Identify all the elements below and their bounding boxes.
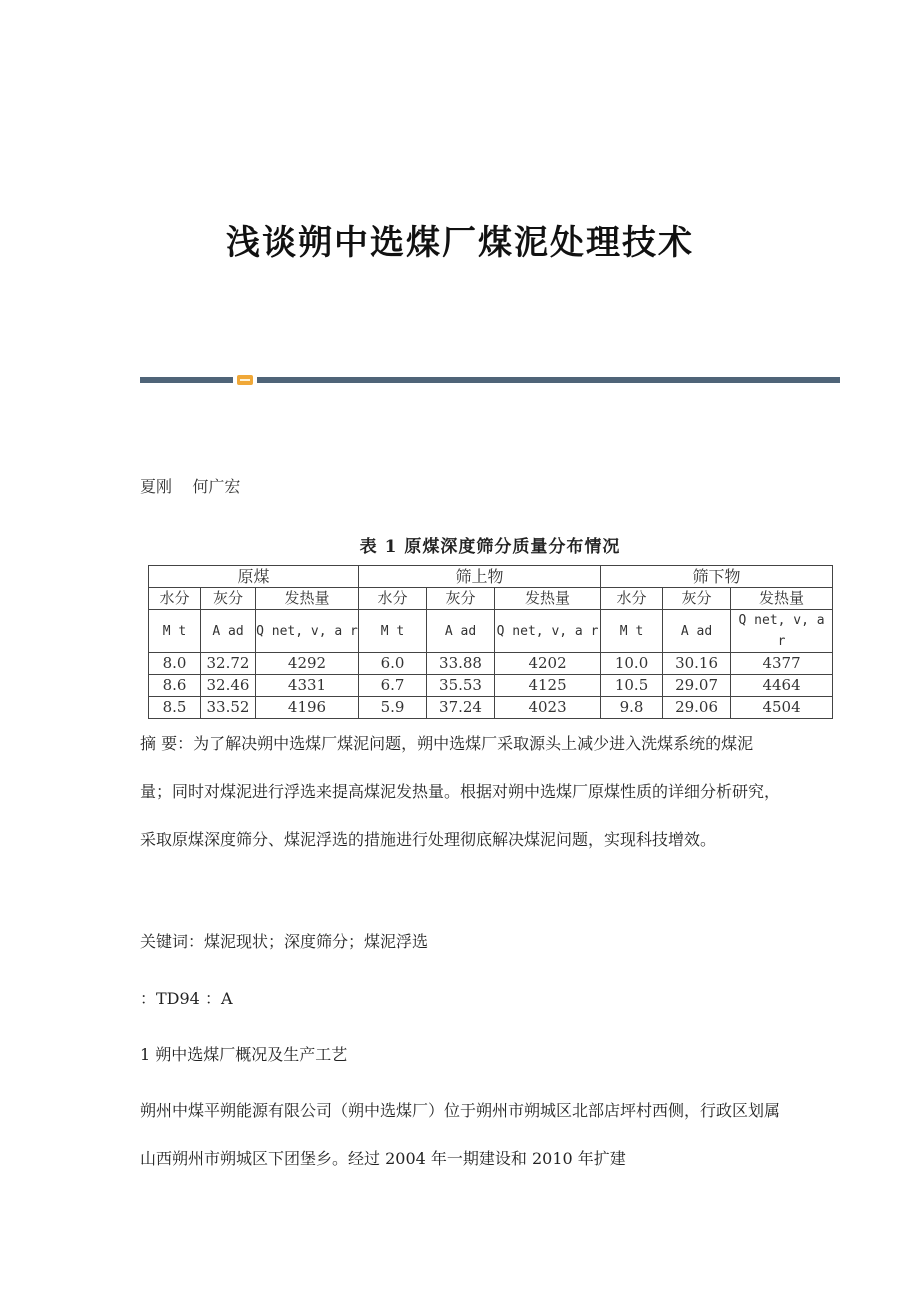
table-cell: 29.07 [663,675,731,697]
table-cell: 6.7 [359,675,427,697]
table-row [149,653,833,675]
table-cell: 32.46 [201,675,256,697]
divider-right-bar [257,377,840,383]
unit-cell: M t [149,610,201,653]
unit-cell: Q net, v, a r [495,610,601,653]
table-cell: 35.53 [427,675,495,697]
table-cell: 8.5 [149,697,201,719]
table-cell: 37.24 [427,697,495,719]
unit-cell: Q net, v, a r [731,610,833,653]
unit-cell: A ad [201,610,256,653]
table-cell: 32.72 [201,653,256,675]
table-cell: 4331 [256,675,359,697]
authors: 夏刚 何广宏 [140,477,241,496]
table-cell: 29.06 [663,697,731,719]
group-header-undersize: 筛下物 [601,566,833,588]
column-header: 发热量 [495,588,601,610]
table-cell: 30.16 [663,653,731,675]
table-cell: 10.5 [601,675,663,697]
document-title: 浅谈朔中选煤厂煤泥处理技术 [226,223,694,263]
table-cell: 5.9 [359,697,427,719]
table-cell: 4464 [731,675,833,697]
column-header: 水分 [601,588,663,610]
table-cell: 9.8 [601,697,663,719]
column-header: 灰分 [663,588,731,610]
data-table-figure [148,532,832,719]
divider-badge-icon [237,375,253,385]
table-cell: 33.52 [201,697,256,719]
table-cell: 4377 [731,653,833,675]
column-header: 水分 [149,588,201,610]
table-cell: 4023 [495,697,601,719]
body-paragraph: 朔州中煤平朔能源有限公司（朔中选煤厂）位于朔州市朔城区北部店坪村西侧，行政区划属山西朔州市朔城区下团堡乡。经过 2004 年一期建设和 2010 年扩建 [140,1101,781,1168]
unit-cell: M t [601,610,663,653]
column-header: 发热量 [731,588,833,610]
unit-cell: A ad [427,610,495,653]
table-cell: 4504 [731,697,833,719]
table-row [149,697,833,719]
table-cell: 33.88 [427,653,495,675]
divider-left-bar [140,377,233,383]
table-cell: 6.0 [359,653,427,675]
table-cell: 8.6 [149,675,201,697]
unit-cell: A ad [663,610,731,653]
unit-cell: M t [359,610,427,653]
table-caption: 表 1 原煤深度筛分质量分布情况 [359,537,621,557]
table-cell: 4125 [495,675,601,697]
column-header: 发热量 [256,588,359,610]
table-cell: 8.0 [149,653,201,675]
column-header: 灰分 [201,588,256,610]
classification-line: ：TD94 ：A [140,989,233,1008]
table-cell: 10.0 [601,653,663,675]
keywords-line: 关键词：煤泥现状；深度筛分；煤泥浮选 [140,932,429,951]
column-header: 水分 [359,588,427,610]
unit-cell: Q net, v, a r [256,610,359,653]
table-row [149,675,833,697]
column-header: 灰分 [427,588,495,610]
table-cell: 4196 [256,697,359,719]
section-heading: 1 朔中选煤厂概况及生产工艺 [140,1045,348,1064]
data-table [148,565,833,719]
table-cell: 4202 [495,653,601,675]
abstract-paragraph: 摘 要：为了解决朔中选煤厂煤泥问题，朔中选煤厂采取源头上减少进入洗煤系统的煤泥量；同时对煤泥进行浮选来提高煤泥发热量。根据对朔中选煤厂原煤性质的详细分析研究，采取原煤深度筛分、煤泥浮选的措施进行处理彻底解决煤泥问题，实现科技增效。 [140,734,781,849]
title-divider [140,375,840,384]
table-cell: 4292 [256,653,359,675]
group-header-raw-coal: 原煤 [149,566,359,588]
group-header-oversize: 筛上物 [359,566,601,588]
